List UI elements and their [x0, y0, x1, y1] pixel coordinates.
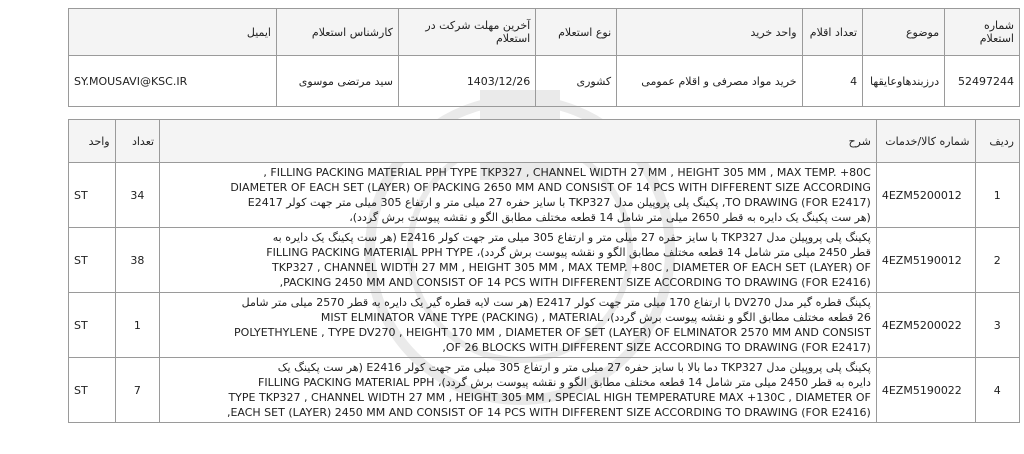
- description-line: DIAMETER OF EACH SET (LAYER) OF PACKING 2650 MM AND CONSIST OF 14 PCS WITH DIFFERENT SIZE ACCORDING: [230, 181, 871, 194]
- code-cell: 4EZM5190012: [876, 228, 975, 293]
- row-number-cell: 4: [975, 358, 1019, 423]
- description-line: FILLING PACKING MATERIAL PPH TYPE TKP327 , CHANNEL WIDTH 27 MM , HEIGHT 305 MM , MAX TEMP. +80C ,: [263, 166, 871, 179]
- description-cell: [160, 163, 877, 228]
- description-header: شرح: [160, 120, 877, 163]
- description-cell: [160, 358, 877, 423]
- unit-cell: ST: [69, 293, 116, 358]
- table-row: [69, 293, 1020, 358]
- quantity-cell: 38: [115, 228, 159, 293]
- inquiry-number-header: شماره استعلام: [945, 9, 1020, 56]
- table-row: [69, 228, 1020, 293]
- description-line: TO DRAWING (FOR E2417), پکینگ پلی پروپیلن مدل TKP327 با سایز حفره 27 میلی متر و ارتفاع 305 میلی متر جهت کولر E2417: [247, 196, 871, 209]
- table-row: [69, 358, 1020, 423]
- description-line: پکینگ قطره گیر مدل DV270 با ارتفاع 170 میلی متر جهت کولر E2417 (هر ست لایه قطره گیر یک دایره به قطر 2570 میلی متر شامل: [241, 296, 871, 309]
- row-number-cell: 1: [975, 163, 1019, 228]
- items-table: [68, 119, 1020, 423]
- deadline-header: آخرین مهلت شرکت در استعلام: [398, 9, 535, 56]
- subject-header: موضوع: [863, 9, 945, 56]
- subject-value: درزبندهاوعایقها: [863, 56, 945, 107]
- deadline-value: 1403/12/26: [398, 56, 535, 107]
- code-header: شماره کالا/خدمات: [876, 120, 975, 163]
- expert-header: کارشناس استعلام: [277, 9, 399, 56]
- purchase-unit-value: خرید مواد مصرفی و اقلام عمومی: [617, 56, 802, 107]
- description-line: OF 26 BLOCKS WITH DIFFERENT SIZE ACCORDING TO DRAWING (FOR E2417),: [442, 341, 871, 354]
- row-number-header: ردیف: [975, 120, 1019, 163]
- description-cell: [160, 228, 877, 293]
- description-cell: [160, 293, 877, 358]
- code-cell: 4EZM5190022: [876, 358, 975, 423]
- code-cell: 4EZM5200022: [876, 293, 975, 358]
- description-line: TYPE TKP327 , CHANNEL WIDTH 27 MM , HEIGHT 305 MM , SPECIAL HIGH TEMPERATURE MAX +130C , DIAMETER OF: [228, 391, 871, 404]
- description-line: پکینگ پلی پروپیلن مدل TKP327 دما بالا با سایز حفره 27 میلی متر و ارتفاع 305 میلی متر جهت کولر E2416 (هر ست پکینگ یک: [277, 361, 871, 374]
- expert-value: سید مرتضی موسوی: [277, 56, 399, 107]
- code-cell: 4EZM5200012: [876, 163, 975, 228]
- description-line: PACKING 2450 MM AND CONSIST OF 14 PCS WITH DIFFERENT SIZE ACCORDING TO DRAWING (FOR E2416),: [279, 276, 871, 289]
- description-line: POLYETHYLENE , TYPE DV270 , HEIGHT 170 MM , DIAMETER OF SET (LAYER) OF ELMINATOR 2570 MM AND CONSIST: [234, 326, 871, 339]
- quantity-header: تعداد: [115, 120, 159, 163]
- info-header-row: [69, 9, 1020, 56]
- quantity-cell: 7: [115, 358, 159, 423]
- inquiry-type-value: کشوری: [536, 56, 617, 107]
- unit-header: واحد: [69, 120, 116, 163]
- item-count-header: تعداد اقلام: [802, 9, 862, 56]
- inquiry-type-header: نوع استعلام: [536, 9, 617, 56]
- unit-cell: ST: [69, 358, 116, 423]
- description-line: قطر 2450 میلی متر شامل 14 قطعه مختلف مطابق الگو و نقشه پیوست برش گردد)، FILLING PACKING MATERIAL PPH TYPE: [266, 246, 871, 259]
- table-row: [69, 163, 1020, 228]
- description-line: TKP327 , CHANNEL WIDTH 27 MM , HEIGHT 305 MM , MAX TEMP. +80C , DIAMETER OF EACH SET (LAYER) OF: [272, 261, 871, 274]
- email-header: ایمیل: [69, 9, 277, 56]
- inquiry-info-table: [68, 8, 1020, 107]
- description-line: 26 قطعه مختلف مطابق الگو و نقشه پیوست برش گردد)، MIST ELMINATOR VANE TYPE (PACKING) , MATERIAL: [320, 311, 871, 324]
- info-value-row: [69, 56, 1020, 107]
- purchase-unit-header: واحد خرید: [617, 9, 802, 56]
- row-number-cell: 2: [975, 228, 1019, 293]
- description-line: EACH SET (LAYER) 2450 MM AND CONSIST OF 14 PCS WITH DIFFERENT SIZE ACCORDING TO DRAWING (FOR E2416),: [226, 406, 871, 419]
- quantity-cell: 34: [115, 163, 159, 228]
- items-header-row: [69, 120, 1020, 163]
- unit-cell: ST: [69, 163, 116, 228]
- description-line: دایره به قطر 2450 میلی متر شامل 14 قطعه مختلف مطابق الگو و نقشه پیوست برش گردد)، FILLING PACKING MATERIAL PPH: [258, 376, 871, 389]
- description-line: پکینگ پلی پروپیلن مدل TKP327 با سایز حفره 27 میلی متر و ارتفاع 305 میلی متر جهت کولر E2416 (هر ست پکینگ یک دایره به: [272, 231, 871, 244]
- quantity-cell: 1: [115, 293, 159, 358]
- inquiry-number-value: 52497244: [945, 56, 1020, 107]
- items-body: [69, 163, 1020, 423]
- email-value: SY.MOUSAVI@KSC.IR: [69, 56, 277, 107]
- item-count-value: 4: [802, 56, 862, 107]
- description-line: (هر ست پکینگ یک دایره به قطر 2650 میلی متر شامل 14 قطعه مختلف مطابق الگو و نقشه پیوست برش گردد)،: [349, 211, 871, 224]
- unit-cell: ST: [69, 228, 116, 293]
- row-number-cell: 3: [975, 293, 1019, 358]
